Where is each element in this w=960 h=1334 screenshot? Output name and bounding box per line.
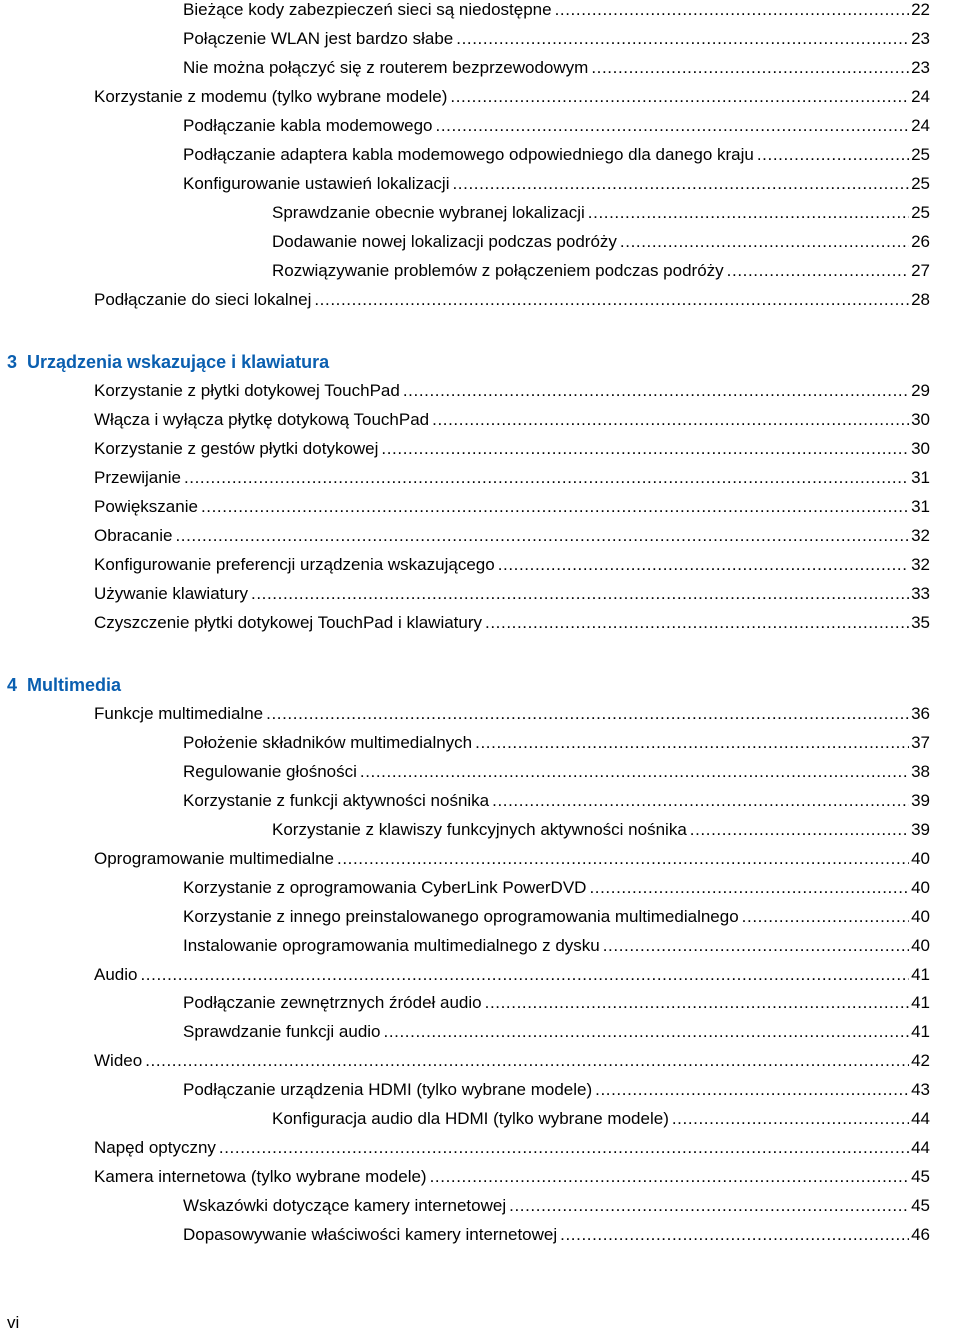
toc-entry-title: Położenie składników multimedialnych — [183, 732, 473, 752]
toc-entry-page: 28 — [911, 289, 930, 309]
toc-entry-page: 23 — [911, 28, 930, 48]
toc-entry-page: 46 — [911, 1225, 930, 1245]
toc-dot-leader — [314, 288, 909, 312]
toc-entry-title: Podłączanie kabla modemowego — [183, 115, 433, 135]
toc-dot-leader — [184, 466, 909, 490]
toc-dot-leader — [175, 524, 909, 548]
toc-entry[interactable] — [94, 379, 930, 403]
toc-entry-page: 32 — [911, 525, 930, 545]
toc-entry[interactable] — [183, 172, 930, 196]
toc-dot-leader — [591, 56, 909, 80]
toc-dot-leader — [381, 437, 909, 461]
toc-entry-title: Sprawdzanie obecnie wybranej lokalizacji — [272, 202, 585, 222]
toc-entry-title: Konfigurowanie preferencji urządzenia wskazującego — [94, 554, 495, 574]
toc-entry-page: 45 — [911, 1196, 930, 1216]
toc-entry-page: 41 — [911, 993, 930, 1013]
toc-dot-leader — [690, 818, 909, 842]
page-number: vi — [7, 1313, 20, 1332]
toc-entry-page: 40 — [911, 848, 930, 868]
toc-entry[interactable] — [183, 789, 930, 813]
toc-entry-page: 30 — [911, 409, 930, 429]
toc-entry-page: 30 — [911, 438, 930, 458]
toc-dot-leader — [452, 172, 909, 196]
chapter-heading[interactable] — [7, 349, 329, 375]
toc-dot-leader — [384, 1020, 910, 1044]
toc-dot-leader — [560, 1223, 909, 1247]
toc-entry-title: Instalowanie oprogramowania multimedialnego z dysku — [183, 935, 600, 955]
toc-entry[interactable] — [272, 230, 930, 254]
toc-entry-page: 43 — [911, 1080, 930, 1100]
toc-entry-title: Funkcje multimedialne — [94, 703, 264, 723]
toc-entry[interactable] — [183, 143, 930, 167]
toc-entry-page: 45 — [911, 1167, 930, 1187]
toc-dot-leader — [430, 1165, 909, 1189]
toc-entry-title: Korzystanie z innego preinstalowanego oprogramowania multimedialnego — [183, 906, 739, 926]
toc-entry-title: Korzystanie z płytki dotykowej TouchPad — [94, 380, 400, 400]
toc-entry[interactable] — [183, 114, 930, 138]
toc-dot-leader — [509, 1194, 909, 1218]
toc-entry-title: Włącza i wyłącza płytkę dotykową TouchPad — [94, 409, 430, 429]
toc-entry-title: Rozwiązywanie problemów z połączeniem podczas podróży — [272, 260, 724, 280]
toc-entry[interactable] — [183, 991, 930, 1015]
toc-entry-title: Audio — [94, 964, 138, 984]
toc-entry[interactable] — [183, 876, 930, 900]
toc-dot-leader — [145, 1049, 909, 1073]
toc-entry-page: 44 — [911, 1138, 930, 1158]
toc-dot-leader — [251, 582, 909, 606]
toc-entry[interactable] — [94, 611, 930, 635]
toc-entry-page: 41 — [911, 964, 930, 984]
toc-dot-leader — [456, 27, 909, 51]
toc-entry-page: 29 — [911, 380, 930, 400]
toc-entry[interactable] — [94, 963, 930, 987]
toc-entry[interactable] — [94, 1049, 930, 1073]
toc-entry[interactable] — [94, 495, 930, 519]
toc-entry[interactable] — [94, 702, 930, 726]
toc-entry-title: Wideo — [94, 1051, 143, 1071]
toc-entry[interactable] — [94, 582, 930, 606]
toc-entry-page: 25 — [911, 144, 930, 164]
toc-entry-page: 25 — [911, 202, 930, 222]
toc-dot-leader — [403, 379, 909, 403]
toc-dot-leader — [589, 876, 909, 900]
toc-entry-title: Kamera internetowa (tylko wybrane modele) — [94, 1167, 427, 1187]
chapter-title: Urządzenia wskazujące i klawiatura — [27, 352, 330, 372]
toc-entry-title: Konfiguracja audio dla HDMI (tylko wybrane modele) — [272, 1109, 669, 1129]
toc-entry-title: Podłączanie adaptera kabla modemowego odpowiedniego dla danego kraju — [183, 144, 754, 164]
toc-dot-leader — [360, 760, 909, 784]
toc-entry[interactable] — [94, 85, 930, 109]
toc-entry-page: 41 — [911, 1022, 930, 1042]
toc-entry-page: 22 — [911, 0, 930, 19]
toc-entry[interactable] — [183, 1194, 930, 1218]
toc-dot-leader — [742, 905, 909, 929]
toc-entry[interactable] — [272, 259, 930, 283]
toc-dot-leader — [436, 114, 910, 138]
toc-entry-title: Wskazówki dotyczące kamery internetowej — [183, 1196, 507, 1216]
toc-entry-title: Korzystanie z gestów płytki dotykowej — [94, 438, 379, 458]
toc-dot-leader — [140, 963, 909, 987]
toc-entry-page: 31 — [911, 496, 930, 516]
toc-dot-leader — [450, 85, 909, 109]
toc-entry-title: Obracanie — [94, 525, 173, 545]
toc-dot-leader — [588, 201, 909, 225]
toc-dot-leader — [337, 847, 909, 871]
toc-entry[interactable] — [183, 1020, 930, 1044]
toc-dot-leader — [603, 934, 909, 958]
toc-entry-page: 24 — [911, 115, 930, 135]
toc-entry-page: 40 — [911, 906, 930, 926]
toc-entry-title: Dopasowywanie właściwości kamery internetowej — [183, 1225, 558, 1245]
toc-entry[interactable] — [183, 905, 930, 929]
toc-entry-title: Przewijanie — [94, 467, 181, 487]
chapter-title: Multimedia — [27, 675, 122, 695]
toc-entry[interactable] — [183, 1223, 930, 1247]
toc-entry-page: 27 — [911, 260, 930, 280]
toc-entry-page: 37 — [911, 732, 930, 752]
toc-entry-page: 35 — [911, 612, 930, 632]
toc-entry-page: 39 — [911, 790, 930, 810]
toc-entry[interactable] — [272, 1107, 930, 1131]
toc-entry-page: 25 — [911, 173, 930, 193]
chapter-number: 3 — [7, 352, 18, 372]
toc-entry-page: 26 — [911, 231, 930, 251]
toc-entry[interactable] — [94, 466, 930, 490]
toc-entry[interactable] — [183, 56, 930, 80]
toc-entry-title: Korzystanie z oprogramowania CyberLink PowerDVD — [183, 877, 587, 897]
toc-entry-page: 31 — [911, 467, 930, 487]
chapter-number: 4 — [7, 675, 18, 695]
toc-entry-title: Konfigurowanie ustawień lokalizacji — [183, 173, 450, 193]
toc-entry[interactable] — [183, 760, 930, 784]
toc-dot-leader — [757, 143, 909, 167]
toc-dot-leader — [201, 495, 909, 519]
toc-entry-title: Sprawdzanie funkcji audio — [183, 1022, 381, 1042]
toc-entry-page: 42 — [911, 1051, 930, 1071]
toc-entry-page: 36 — [911, 703, 930, 723]
toc-dot-leader — [492, 789, 909, 813]
toc-dot-leader — [672, 1107, 909, 1131]
toc-entry[interactable] — [94, 1136, 930, 1160]
toc-entry-page: 40 — [911, 877, 930, 897]
toc-dot-leader — [219, 1136, 909, 1160]
toc-entry-title: Korzystanie z funkcji aktywności nośnika — [183, 790, 490, 810]
toc-dot-leader — [485, 991, 909, 1015]
toc-entry-page: 32 — [911, 554, 930, 574]
toc-dot-leader — [266, 702, 909, 726]
toc-entry-title: Używanie klawiatury — [94, 583, 248, 603]
toc-dot-leader — [498, 553, 909, 577]
toc-entry-page: 40 — [911, 935, 930, 955]
toc-entry[interactable] — [183, 1078, 930, 1102]
toc-entry-title: Oprogramowanie multimedialne — [94, 848, 335, 868]
toc-entry[interactable] — [94, 288, 930, 312]
chapter-heading[interactable] — [7, 672, 121, 698]
toc-entry-title: Podłączanie urządzenia HDMI (tylko wybrane modele) — [183, 1080, 593, 1100]
toc-entry-title: Bieżące kody zabezpieczeń sieci są niedostępne — [183, 0, 552, 19]
toc-entry-title: Dodawanie nowej lokalizacji podczas podróży — [272, 231, 617, 251]
toc-entry-page: 39 — [911, 819, 930, 839]
toc-entry-title: Nie można połączyć się z routerem bezprzewodowym — [183, 57, 589, 77]
toc-entry[interactable] — [183, 0, 930, 22]
toc-entry[interactable] — [183, 934, 930, 958]
toc-entry[interactable] — [94, 437, 930, 461]
toc-entry-title: Czyszczenie płytki dotykowej TouchPad i klawiatury — [94, 612, 483, 632]
toc-entry-page: 44 — [911, 1109, 930, 1129]
toc-entry[interactable] — [272, 201, 930, 225]
toc-entry-title: Podłączanie zewnętrznych źródeł audio — [183, 993, 482, 1013]
toc-dot-leader — [475, 731, 909, 755]
toc-entry-title: Korzystanie z modemu (tylko wybrane modele) — [94, 86, 448, 106]
toc-entry[interactable] — [94, 553, 930, 577]
toc-entry-title: Połączenie WLAN jest bardzo słabe — [183, 28, 454, 48]
toc-entry[interactable] — [183, 731, 930, 755]
toc-entry[interactable] — [94, 524, 930, 548]
toc-entry[interactable] — [183, 27, 930, 51]
toc-entry[interactable] — [272, 818, 930, 842]
toc-entry-page: 24 — [911, 86, 930, 106]
toc-entry-title: Regulowanie głośności — [183, 761, 357, 781]
toc-dot-leader — [432, 408, 909, 432]
toc-entry[interactable] — [94, 847, 930, 871]
toc-dot-leader — [595, 1078, 909, 1102]
toc-dot-leader — [620, 230, 909, 254]
toc-entry-title: Podłączanie do sieci lokalnej — [94, 289, 312, 309]
toc-entry-page: 38 — [911, 761, 930, 781]
toc-entry-title: Powiększanie — [94, 496, 198, 516]
toc-dot-leader — [555, 0, 910, 22]
toc-dot-leader — [485, 611, 909, 635]
toc-entry-page: 23 — [911, 57, 930, 77]
toc-entry-page: 33 — [911, 583, 930, 603]
toc-entry[interactable] — [94, 408, 930, 432]
toc-entry-title: Napęd optyczny — [94, 1138, 216, 1158]
toc-entry[interactable] — [94, 1165, 930, 1189]
toc-entry-title: Korzystanie z klawiszy funkcyjnych aktywności nośnika — [272, 819, 687, 839]
toc-dot-leader — [727, 259, 909, 283]
